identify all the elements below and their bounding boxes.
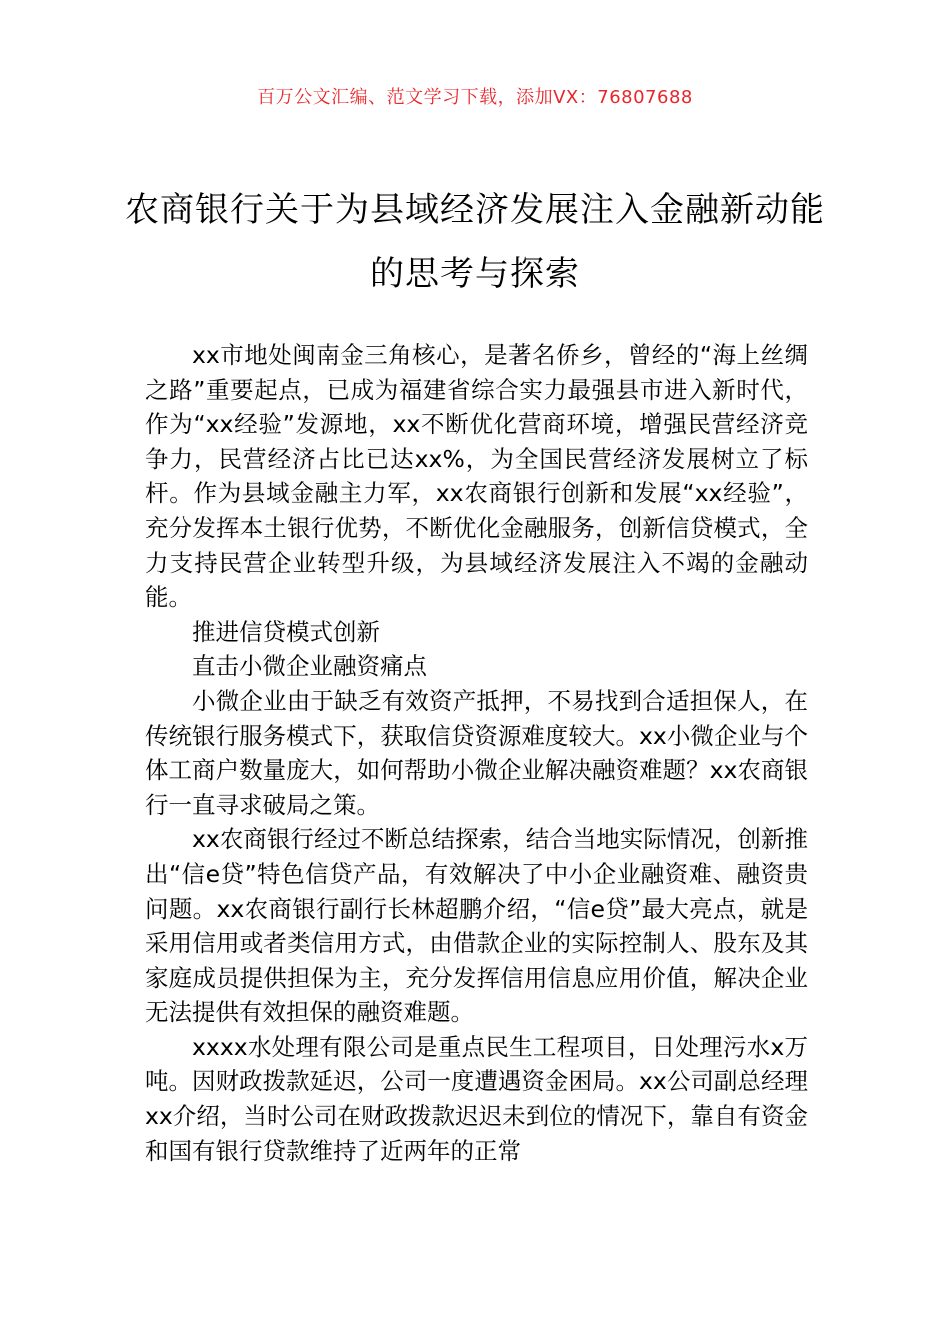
paragraph-xin-e-dai: xx农商银行经过不断总结探索，结合当地实际情况，创新推出“信e贷”特色信贷产品，有效解决了中小企业融资难、融资贵问题。xx农商银行副行长林超鹏介绍，“信e贷”最大亮点，就是采用信用或者类信用方式，由借款企业的实际控制人、股东及其家庭成员提供担保为主，充分发挥信用信息应用价值，解决企业无法提供有效担保的融资难题。 [145,825,808,1027]
paragraph-water-company: xxxx水处理有限公司是重点民生工程项目，日处理污水x万吨。因财政拨款延迟，公司一度遭遇资金困局。xx公司副总经理xx介绍，当时公司在财政拨款迟迟未到位的情况下，靠自有资金和国有银行贷款维持了近两年的正常 [145,1032,808,1165]
document-title: 农商银行关于为县域经济发展注入金融新动能的思考与探索 [125,190,825,294]
paragraph-intro: xx市地处闽南金三角核心，是著名侨乡，曾经的“海上丝绸之路”重要起点，已成为福建省综合实力最强县市进入新时代，作为“xx经验”发源地，xx不断优化营商环境，增强民营经济竞争力，民营经济占比已达xx%，为全国民营经济发展树立了标杆。作为县域金融主力军，xx农商银行创新和发展“xx经验”，充分发挥本土银行优势，不断优化金融服务，创新信贷模式，全力支持民营企业转型升级，为县域经济发展注入不竭的金融动能。 [145,341,808,612]
document-body [145,338,808,1168]
header-banner: 百万公文汇编、范文学习下载，添加VX：76807688 [257,87,693,108]
section-subheading-small-business: 直击小微企业融资痛点 [192,652,427,681]
paragraph-small-business: 小微企业由于缺乏有效资产抵押，不易找到合适担保人，在传统银行服务模式下，获取信贷资源难度较大。xx小微企业与个体工商户数量庞大，如何帮助小微企业解决融资难题？xx农商银行一直寻求破局之策。 [145,686,808,819]
section-heading-credit-innovation: 推进信贷模式创新 [192,617,380,646]
